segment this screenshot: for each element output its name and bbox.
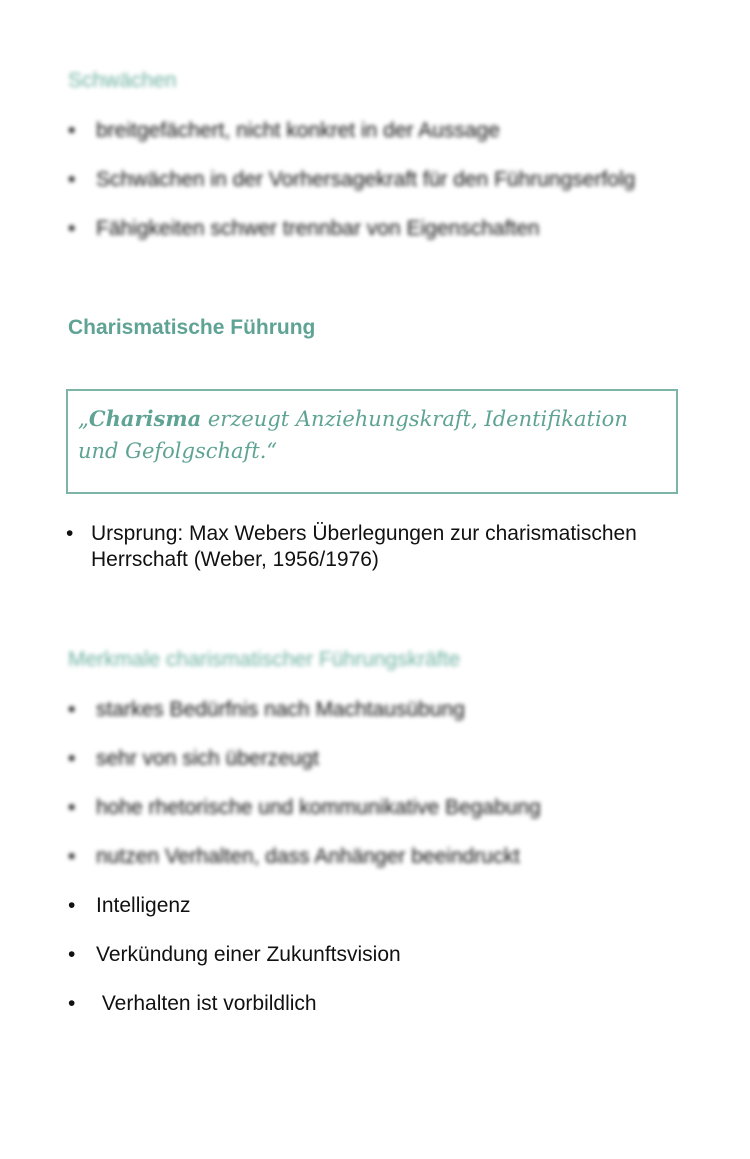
trait-vision: Verkündung einer Zukunftsvision xyxy=(96,943,401,966)
bullet-icon: • xyxy=(68,119,76,142)
quote-open-mark: „ xyxy=(78,407,89,431)
trait-intelligence: Intelligenz xyxy=(96,894,191,917)
bullet-icon: • xyxy=(68,168,76,191)
quote-close-mark: “ xyxy=(266,439,278,463)
bullet-icon: • xyxy=(66,522,74,545)
traits-list-clear xyxy=(68,893,401,1040)
list-item: • breitgefächert, nicht konkret in der Aussage xyxy=(68,119,500,142)
weaknesses-list xyxy=(68,118,635,265)
list-item: • Fähigkeiten schwer trennbar von Eigenschaften xyxy=(68,217,540,240)
quote-bold-word: Charisma xyxy=(88,406,202,431)
bullet-icon: • xyxy=(68,698,76,721)
list-item xyxy=(68,991,401,1017)
quote-text xyxy=(78,403,656,467)
traits-list-blurred xyxy=(68,697,541,893)
bullet-icon: • xyxy=(68,217,76,240)
list-item: • sehr von sich überzeugt xyxy=(68,747,319,770)
list-item xyxy=(68,893,401,919)
list-item xyxy=(66,521,696,573)
charisma-heading: Charismatische Führung xyxy=(68,316,316,339)
list-item: • nutzen Verhalten, dass Anhänger beeindruckt xyxy=(68,845,520,868)
bullet-icon: • xyxy=(68,894,76,917)
quote-rest: erzeugt Anziehungskraft, Identifikation und Gefolgschaft. xyxy=(78,407,628,463)
weaknesses-heading: Schwächen xyxy=(68,69,177,92)
bullet-icon: • xyxy=(68,845,76,868)
origin-list xyxy=(66,521,696,596)
traits-heading: Merkmale charismatischer Führungskräfte xyxy=(68,648,461,671)
bullet-icon: • xyxy=(68,943,76,966)
list-item: • starkes Bedürfnis nach Machtausübung xyxy=(68,698,465,721)
list-item: • Schwächen in der Vorhersagekraft für den Führungserfolg xyxy=(68,168,636,191)
bullet-icon: • xyxy=(68,992,76,1015)
origin-text: Ursprung: Max Webers Überlegungen zur charismatischen Herrschaft (Weber, 1956/1976) xyxy=(91,522,637,571)
quote-box xyxy=(66,389,678,494)
bullet-icon: • xyxy=(68,796,76,819)
list-item xyxy=(68,942,401,968)
bullet-icon: • xyxy=(68,747,76,770)
trait-role-model: Verhalten ist vorbildlich xyxy=(96,992,317,1015)
list-item: • hohe rhetorische und kommunikative Begabung xyxy=(68,796,541,819)
